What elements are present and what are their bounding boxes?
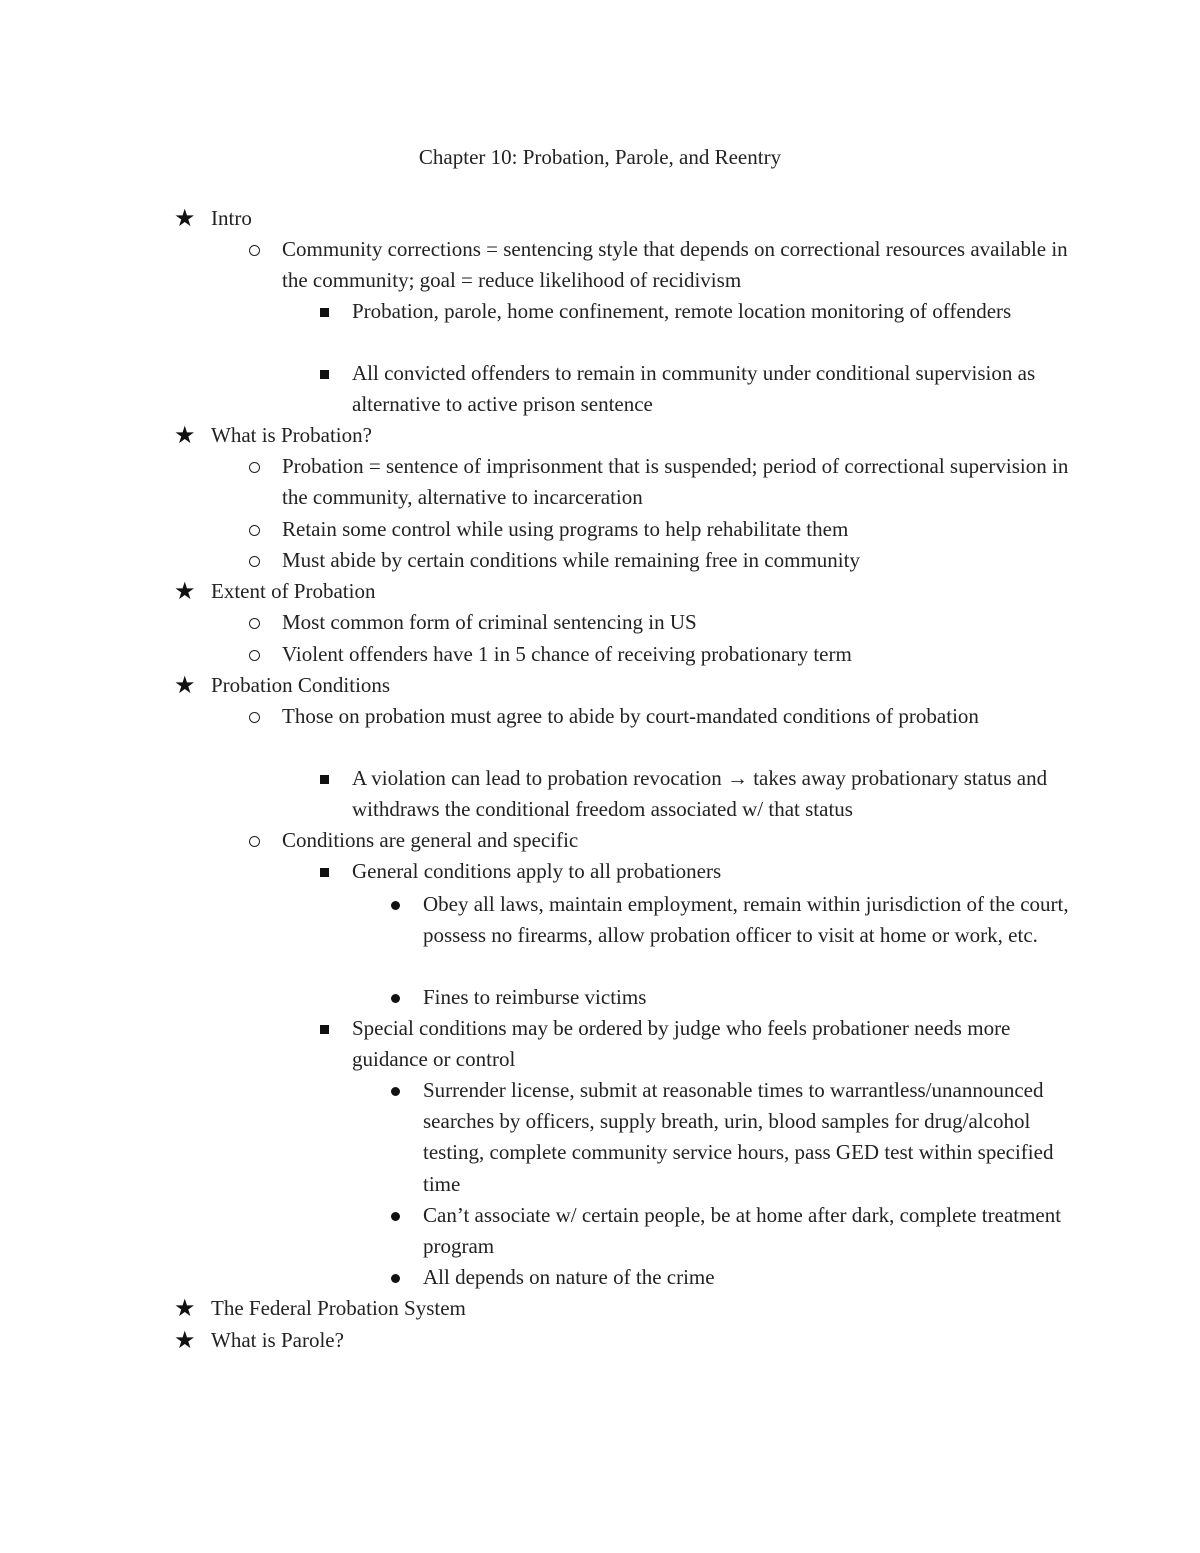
outline-item-l1	[282, 639, 1072, 670]
outline-item-l0	[174, 420, 1071, 451]
disc-bullet-icon	[391, 1212, 400, 1221]
circle-bullet-icon	[249, 525, 260, 536]
outline-item-l1	[282, 825, 1072, 856]
square-bullet-icon	[320, 868, 329, 877]
outline-item-text: Fines to reimburse victims	[423, 985, 647, 1009]
outline-item-l3	[423, 1075, 1073, 1200]
outline-item-text: What is Parole?	[211, 1328, 344, 1352]
outline-item-text: Extent of Probation	[211, 579, 376, 603]
square-bullet-icon	[320, 370, 329, 379]
outline-item-text: Those on probation must agree to abide by court-mandated conditions of probation	[282, 704, 979, 728]
star-bullet-icon: ★	[174, 671, 196, 699]
star-bullet-icon: ★	[174, 1294, 196, 1322]
disc-bullet-icon	[391, 994, 400, 1003]
star-bullet-icon: ★	[174, 577, 196, 605]
star-bullet-icon: ★	[174, 1326, 196, 1354]
circle-bullet-icon	[249, 462, 260, 473]
circle-bullet-icon	[249, 650, 260, 661]
outline-item-l2	[352, 763, 1072, 825]
disc-bullet-icon	[391, 901, 400, 910]
outline-item-l3	[423, 982, 1073, 1013]
outline-item-text: Surrender license, submit at reasonable times to warrantless/unannounced searches by officers, supply breath, urin, blood samples for drug/alcohol testing, complete community service hours, pass GED test within specified time	[423, 1078, 1054, 1196]
outline-item-l0	[174, 1325, 1071, 1356]
outline-item-text: Must abide by certain conditions while remaining free in community	[282, 548, 860, 572]
outline-item-l1	[282, 514, 1072, 545]
outline-item-text: Probation, parole, home confinement, remote location monitoring of offenders	[352, 299, 1012, 323]
circle-bullet-icon	[249, 618, 260, 629]
outline-item-l2	[352, 296, 1072, 327]
outline-item-l2	[352, 856, 1072, 887]
square-bullet-icon	[320, 1025, 329, 1034]
outline-item-l0	[174, 203, 1071, 234]
circle-bullet-icon	[249, 712, 260, 723]
outline-item-l0	[174, 576, 1071, 607]
outline-item-l1	[282, 451, 1072, 513]
outline-item-text: Intro	[211, 206, 252, 230]
outline-item-text: Obey all laws, maintain employment, remain within jurisdiction of the court, possess no firearms, allow probation officer to visit at home or work, etc.	[423, 892, 1069, 948]
outline-item-text: Can’t associate w/ certain people, be at home after dark, complete treatment program	[423, 1203, 1062, 1259]
outline-item-text: Most common form of criminal sentencing in US	[282, 610, 697, 634]
outline-item-l3	[423, 889, 1073, 951]
outline-item-l3	[423, 1262, 1073, 1293]
outline-item-text: A violation can lead to probation revocation → takes away probationary status and withdraws the conditional freedom associated w/ that status	[352, 766, 1048, 822]
circle-bullet-icon	[249, 836, 260, 847]
outline-item-l2	[352, 358, 1072, 420]
star-bullet-icon: ★	[174, 204, 196, 232]
outline-item-l3	[423, 1200, 1073, 1262]
outline-item-text: All depends on nature of the crime	[423, 1265, 715, 1289]
outline-item-text: Conditions are general and specific	[282, 828, 579, 852]
circle-bullet-icon	[249, 556, 260, 567]
outline-item-l1	[282, 607, 1072, 638]
square-bullet-icon	[320, 308, 329, 317]
outline-item-text: Probation Conditions	[211, 673, 391, 697]
outline-item-l2	[352, 1013, 1072, 1075]
outline-item-l0	[174, 1293, 1071, 1324]
outline-item-text: The Federal Probation System	[211, 1296, 466, 1320]
outline-item-text: Special conditions may be ordered by judge who feels probationer needs more guidance or control	[352, 1016, 1011, 1072]
disc-bullet-icon	[391, 1087, 400, 1096]
outline-item-text: All convicted offenders to remain in community under conditional supervision as alternative to active prison sentence	[352, 361, 1036, 417]
disc-bullet-icon	[391, 1274, 400, 1283]
outline-item-l1	[282, 701, 1072, 732]
outline-item-text: Retain some control while using programs to help rehabilitate them	[282, 517, 849, 541]
outline-item-l1	[282, 545, 1072, 576]
outline-item-text: What is Probation?	[211, 423, 372, 447]
star-bullet-icon: ★	[174, 421, 196, 449]
outline-item-text: General conditions apply to all probationers	[352, 859, 722, 883]
circle-bullet-icon	[249, 245, 260, 256]
square-bullet-icon	[320, 775, 329, 784]
outline-item-l1	[282, 234, 1072, 296]
outline-item-text: Probation = sentence of imprisonment that is suspended; period of correctional supervision in the community, alternative to incarceration	[282, 454, 1069, 510]
outline-item-text: Violent offenders have 1 in 5 chance of receiving probationary term	[282, 642, 852, 666]
outline-item-text: Community corrections = sentencing style that depends on correctional resources available in the community; goal = reduce likelihood of recidivism	[282, 237, 1068, 293]
document-title: Chapter 10: Probation, Parole, and Reentry	[418, 145, 782, 169]
outline-item-l0	[174, 670, 1071, 701]
